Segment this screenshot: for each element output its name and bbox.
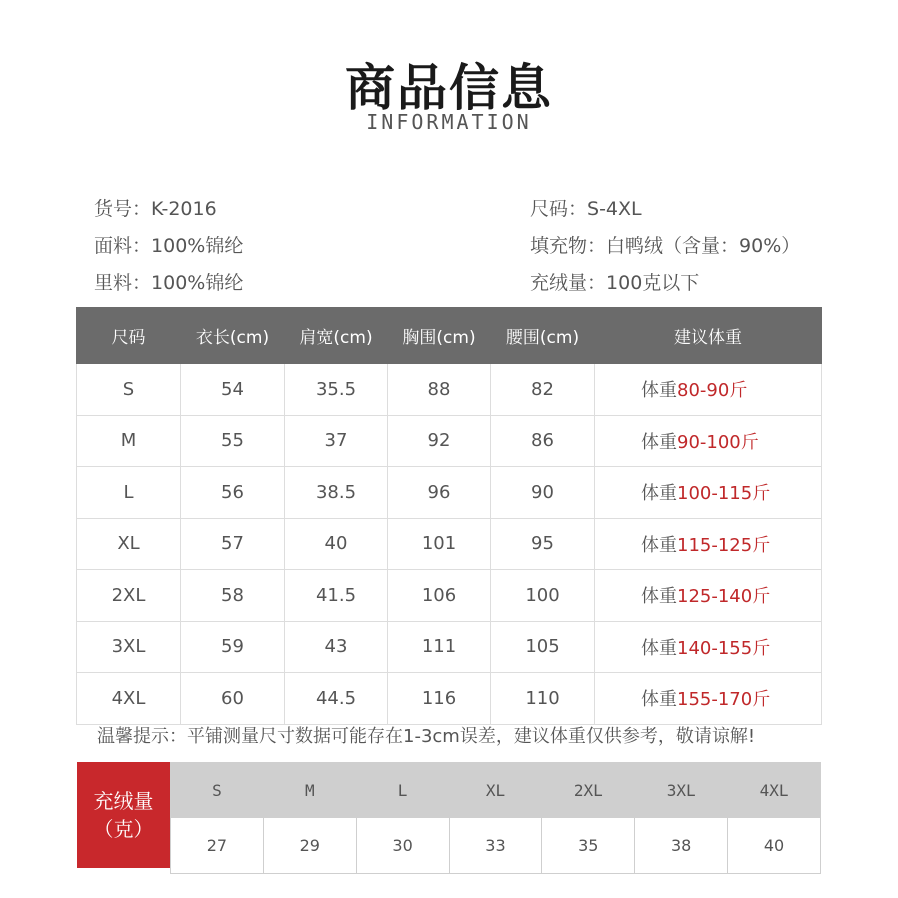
table-row bbox=[77, 467, 822, 519]
page-subtitle: INFORMATION bbox=[366, 110, 532, 134]
weight-unit: 斤 bbox=[740, 431, 759, 453]
table-row bbox=[77, 570, 822, 622]
fill-weight-unit: （克） bbox=[93, 817, 154, 841]
fill-weight-label-box bbox=[77, 762, 170, 868]
table-cell: XL bbox=[77, 518, 181, 570]
table-row bbox=[77, 518, 822, 570]
column-header: 衣长(cm) bbox=[181, 308, 285, 364]
column-header: 尺码 bbox=[77, 308, 181, 364]
info-value: 100克以下 bbox=[606, 272, 700, 294]
size-table bbox=[76, 307, 822, 725]
table-cell: 3XL bbox=[77, 621, 181, 673]
table-cell: 55 bbox=[181, 415, 285, 467]
fill-size-header: 2XL bbox=[542, 763, 635, 818]
fill-value-cell: 29 bbox=[263, 818, 356, 874]
table-cell: M bbox=[77, 415, 181, 467]
info-item-lining bbox=[94, 268, 243, 295]
info-label: 货号： bbox=[94, 198, 152, 220]
weight-range: 125-140 bbox=[677, 586, 753, 608]
weight-range: 90-100 bbox=[677, 431, 741, 453]
table-cell: 101 bbox=[388, 518, 491, 570]
table-cell: 2XL bbox=[77, 570, 181, 622]
weight-range: 140-155 bbox=[677, 637, 753, 659]
column-header: 胸围(cm) bbox=[388, 308, 491, 364]
table-cell: 96 bbox=[388, 467, 491, 519]
table-row bbox=[77, 415, 822, 467]
fill-size-header: S bbox=[171, 763, 264, 818]
weight-unit: 斤 bbox=[729, 380, 748, 402]
weight-range: 115-125 bbox=[677, 534, 753, 556]
fill-table-header-row bbox=[171, 763, 821, 818]
table-cell: 37 bbox=[285, 415, 388, 467]
info-value: 100%锦纶 bbox=[151, 272, 244, 294]
weight-prefix: 体重 bbox=[641, 380, 677, 402]
table-row bbox=[77, 621, 822, 673]
table-cell: 41.5 bbox=[285, 570, 388, 622]
column-header: 腰围(cm) bbox=[491, 308, 595, 364]
info-label: 里料： bbox=[94, 272, 152, 294]
weight-unit: 斤 bbox=[752, 483, 771, 505]
fill-weight-label: 充绒量 bbox=[93, 789, 154, 813]
table-cell: 59 bbox=[181, 621, 285, 673]
weight-prefix: 体重 bbox=[641, 586, 677, 608]
weight-prefix: 体重 bbox=[641, 637, 677, 659]
fill-value-cell: 33 bbox=[449, 818, 542, 874]
size-table-header-row bbox=[77, 308, 822, 364]
weight-range: 155-170 bbox=[677, 689, 753, 711]
info-item-fabric bbox=[94, 231, 243, 258]
fill-value-cell: 30 bbox=[356, 818, 449, 874]
table-cell: 110 bbox=[491, 673, 595, 725]
weight-cell bbox=[595, 415, 822, 467]
info-label: 面料： bbox=[94, 235, 152, 257]
fill-size-header: L bbox=[356, 763, 449, 818]
weight-cell bbox=[595, 673, 822, 725]
info-label: 尺码： bbox=[530, 198, 588, 220]
table-cell: 54 bbox=[181, 364, 285, 416]
info-item-size-range bbox=[530, 194, 642, 221]
info-item-filling bbox=[530, 231, 800, 258]
fill-value-cell: 38 bbox=[635, 818, 728, 874]
table-cell: 88 bbox=[388, 364, 491, 416]
info-value: 100%锦纶 bbox=[151, 235, 244, 257]
weight-prefix: 体重 bbox=[641, 689, 677, 711]
table-cell: 95 bbox=[491, 518, 595, 570]
table-row bbox=[77, 673, 822, 725]
table-cell: 44.5 bbox=[285, 673, 388, 725]
info-item-fill-weight bbox=[530, 268, 699, 295]
table-cell: 105 bbox=[491, 621, 595, 673]
weight-range: 100-115 bbox=[677, 483, 753, 505]
table-cell: 90 bbox=[491, 467, 595, 519]
table-cell: 40 bbox=[285, 518, 388, 570]
weight-cell bbox=[595, 518, 822, 570]
fill-table-value-row bbox=[171, 818, 821, 874]
column-header: 建议体重 bbox=[595, 308, 822, 364]
weight-unit: 斤 bbox=[752, 637, 771, 659]
weight-prefix: 体重 bbox=[641, 431, 677, 453]
fill-size-header: 3XL bbox=[635, 763, 728, 818]
table-cell: 82 bbox=[491, 364, 595, 416]
weight-unit: 斤 bbox=[752, 534, 771, 556]
fill-weight-table bbox=[170, 762, 821, 874]
table-cell: 100 bbox=[491, 570, 595, 622]
table-cell: 116 bbox=[388, 673, 491, 725]
table-cell: 86 bbox=[491, 415, 595, 467]
table-cell: 56 bbox=[181, 467, 285, 519]
table-cell: 35.5 bbox=[285, 364, 388, 416]
weight-range: 80-90 bbox=[677, 380, 730, 402]
info-item-item-number bbox=[94, 194, 217, 221]
fill-value-cell: 27 bbox=[171, 818, 264, 874]
column-header: 肩宽(cm) bbox=[285, 308, 388, 364]
table-row bbox=[77, 364, 822, 416]
table-cell: 111 bbox=[388, 621, 491, 673]
info-value: K-2016 bbox=[151, 198, 217, 220]
info-value: S-4XL bbox=[587, 198, 642, 220]
weight-prefix: 体重 bbox=[641, 483, 677, 505]
table-cell: L bbox=[77, 467, 181, 519]
weight-cell bbox=[595, 621, 822, 673]
table-cell: 38.5 bbox=[285, 467, 388, 519]
table-cell: 43 bbox=[285, 621, 388, 673]
info-label: 充绒量： bbox=[530, 272, 607, 294]
weight-prefix: 体重 bbox=[641, 534, 677, 556]
table-cell: 57 bbox=[181, 518, 285, 570]
table-cell: 60 bbox=[181, 673, 285, 725]
table-cell: 106 bbox=[388, 570, 491, 622]
table-cell: 92 bbox=[388, 415, 491, 467]
weight-unit: 斤 bbox=[752, 586, 771, 608]
fill-value-cell: 40 bbox=[728, 818, 821, 874]
measurement-notice: 温馨提示：平铺测量尺寸数据可能存在1-3cm误差，建议体重仅供参考，敬请谅解! bbox=[97, 726, 756, 747]
table-cell: 58 bbox=[181, 570, 285, 622]
info-value: 白鸭绒（含量：90%） bbox=[606, 235, 801, 257]
fill-size-header: XL bbox=[449, 763, 542, 818]
table-cell: 4XL bbox=[77, 673, 181, 725]
fill-size-header: M bbox=[263, 763, 356, 818]
weight-cell bbox=[595, 467, 822, 519]
fill-value-cell: 35 bbox=[542, 818, 635, 874]
info-label: 填充物： bbox=[530, 235, 607, 257]
table-cell: S bbox=[77, 364, 181, 416]
fill-size-header: 4XL bbox=[728, 763, 821, 818]
weight-unit: 斤 bbox=[752, 689, 771, 711]
page-title: 商品信息 bbox=[345, 59, 553, 117]
weight-cell bbox=[595, 364, 822, 416]
weight-cell bbox=[595, 570, 822, 622]
